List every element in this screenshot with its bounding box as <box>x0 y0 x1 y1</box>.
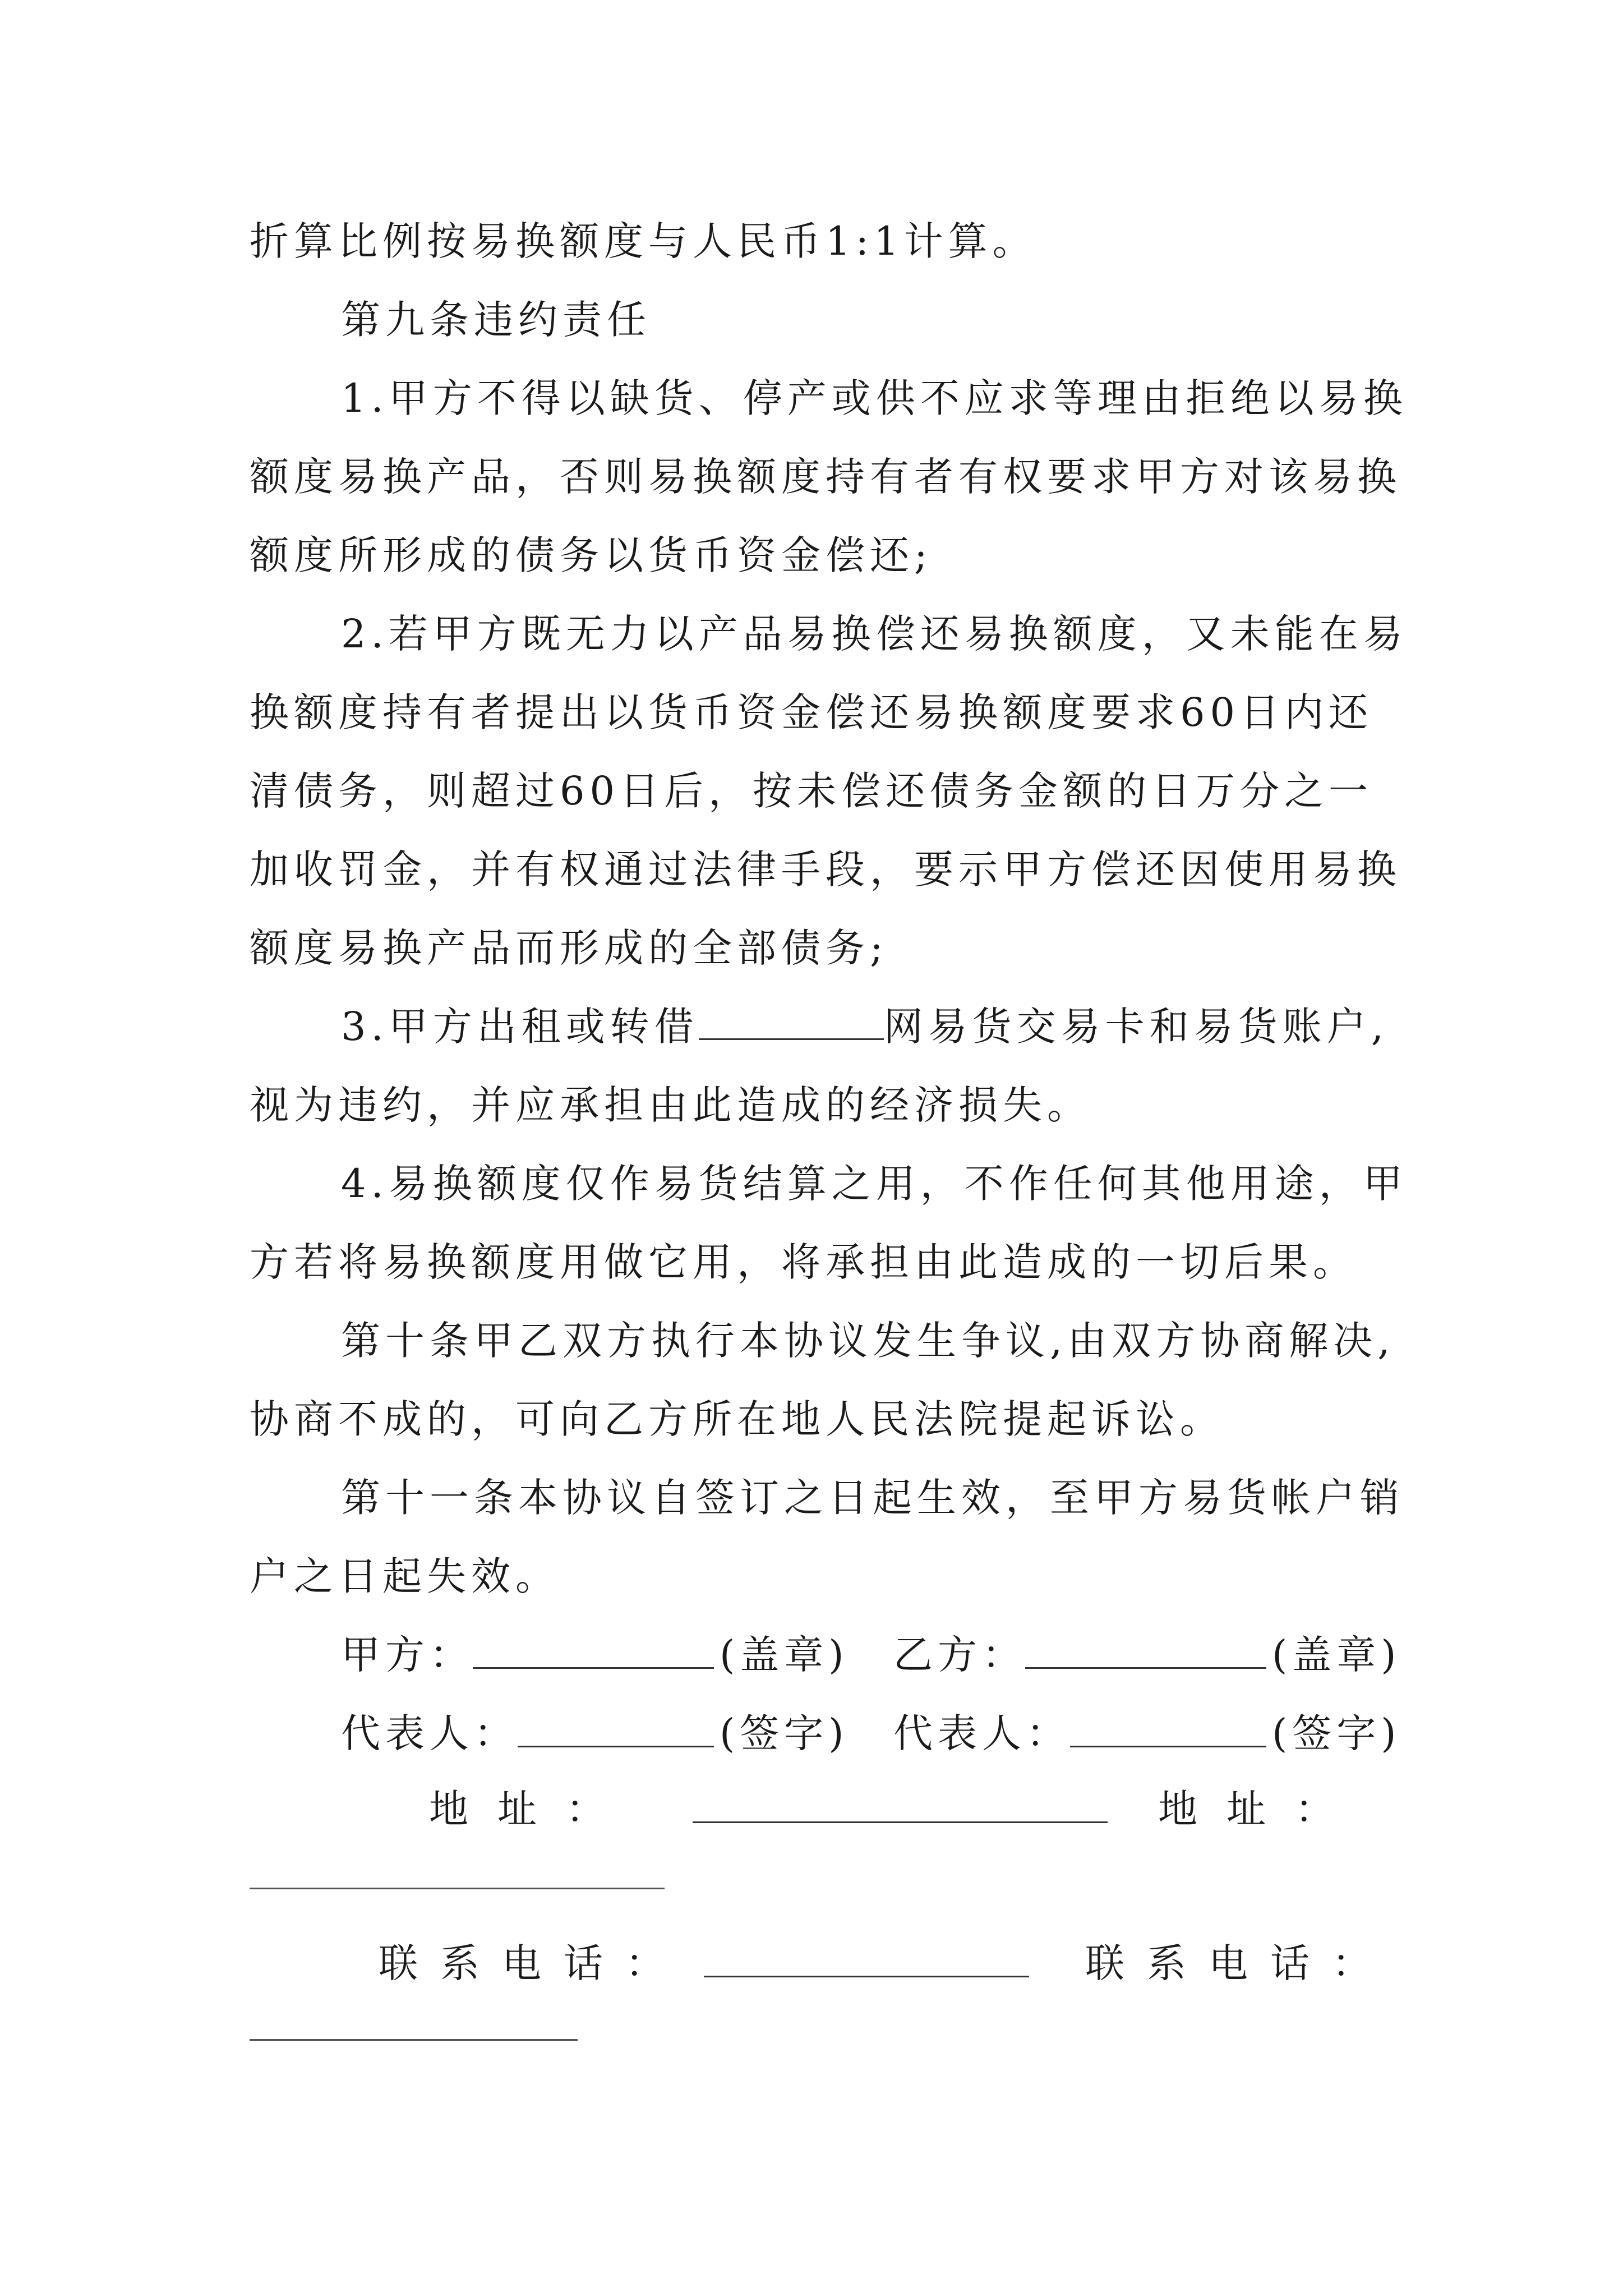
phone-a-blank[interactable] <box>704 1941 1029 1977</box>
clause-text: 3.甲方出租或转借 <box>341 1004 699 1050</box>
paragraph-line: 额度易换产品，否则易换额度持有者有权要求甲方对该易换 <box>250 454 1401 500</box>
paragraph-line: 4.易换额度仅作易货结算之用，不作任何其他用途，甲 <box>341 1161 1408 1207</box>
paragraph-line <box>341 999 1491 1055</box>
party-b-seal-note: (盖章) <box>1272 1632 1401 1678</box>
party-a-seal-note: (盖章) <box>720 1632 849 1678</box>
party-b-label: 乙方： <box>893 1632 1026 1678</box>
paragraph-line: 2.若甲方既无力以产品易换偿还易换额度，又未能在易 <box>341 611 1408 657</box>
address-a-label: 地址： <box>429 1786 634 1832</box>
party-b-blank[interactable] <box>1025 1632 1266 1669</box>
address-b-blank[interactable] <box>250 1888 665 1889</box>
clause-text: 网易货交易卡和易货账户, <box>883 1004 1389 1050</box>
party-a-blank[interactable] <box>473 1632 714 1669</box>
phone-b-blank[interactable] <box>250 2039 578 2041</box>
article-11: 第十一条本协议自签订之日起生效，至甲方易货帐户销 <box>341 1475 1404 1521</box>
address-b-label: 地址： <box>1158 1786 1363 1832</box>
paragraph-line: 额度所形成的债务以货币资金偿还; <box>250 532 933 578</box>
paragraph-line: 折算比例按易换额度与人民币1:1计算。 <box>250 218 1037 264</box>
rep-a-sign-note: (签字) <box>720 1710 849 1756</box>
party-a-label: 甲方： <box>341 1632 474 1678</box>
address-a-blank[interactable] <box>693 1787 1108 1823</box>
rep-b-blank[interactable] <box>1070 1711 1266 1747</box>
phone-a-label: 联系电话： <box>379 1940 687 1986</box>
rep-b-sign-note: (签字) <box>1272 1710 1401 1756</box>
article-9-heading: 第九条违约责任 <box>341 297 651 343</box>
network-name-blank[interactable] <box>699 1004 884 1040</box>
rep-a-label: 代表人： <box>341 1710 518 1756</box>
paragraph-line: 协商不成的，可向乙方所在地人民法院提起诉讼。 <box>250 1396 1224 1442</box>
paragraph-line: 1.甲方不得以缺货、停产或供不应求等理由拒绝以易换 <box>341 375 1408 421</box>
paragraph-line: 清债务，则超过60日后，按未偿还债务金额的日万分之一 <box>250 768 1373 814</box>
paragraph-line: 额度易换产品而形成的全部债务; <box>250 925 888 971</box>
paragraph-line: 方若将易换额度用做它用，将承担由此造成的一切后果。 <box>250 1239 1357 1285</box>
rep-b-label: 代表人： <box>893 1710 1071 1756</box>
paragraph-line: 户之日起失效。 <box>250 1553 560 1599</box>
phone-b-label: 联系电话： <box>1085 1940 1394 1986</box>
paragraph-line: 加收罚金，并有权通过法律手段，要示甲方偿还因使用易换 <box>250 846 1401 892</box>
article-10: 第十条甲乙双方执行本协议发生争议,由双方协商解决, <box>341 1318 1395 1364</box>
paragraph-line: 视为违约，并应承担由此造成的经济损失。 <box>250 1082 1091 1128</box>
paragraph-line: 换额度持有者提出以货币资金偿还易换额度要求60日内还 <box>250 689 1373 735</box>
rep-a-blank[interactable] <box>518 1711 714 1747</box>
